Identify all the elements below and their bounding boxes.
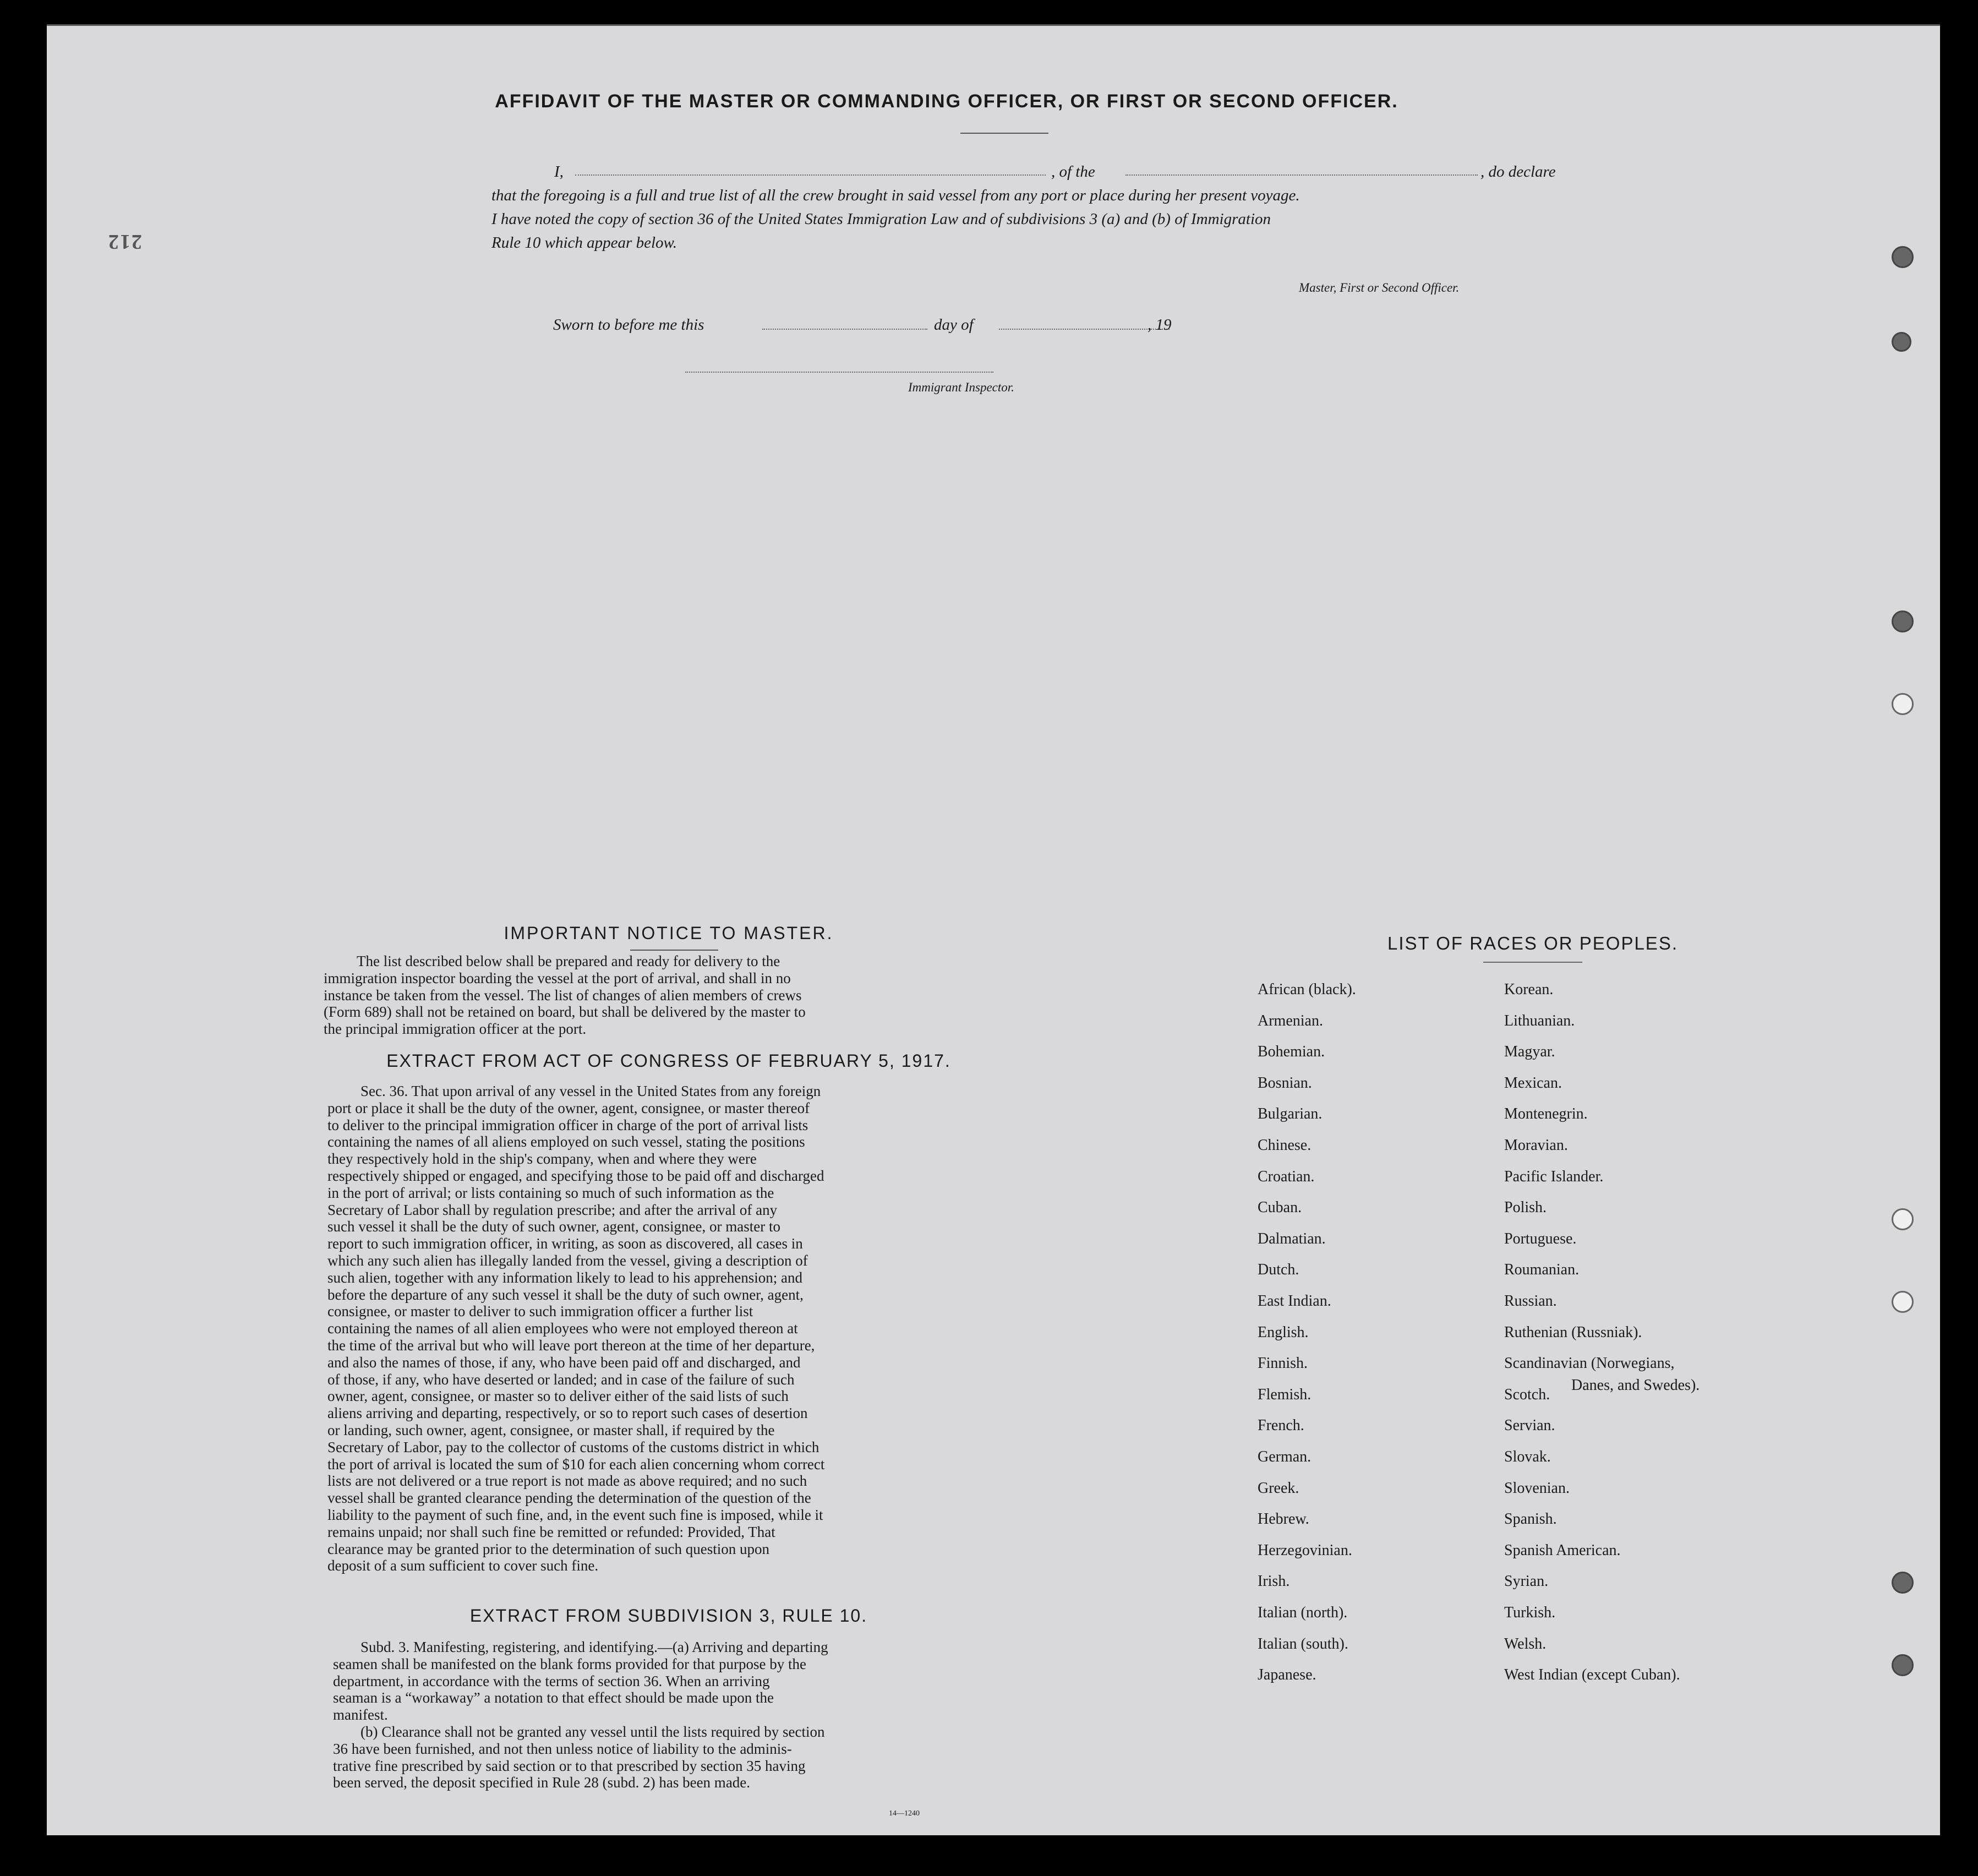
race-item: Armenian. [1258, 1012, 1323, 1029]
act-line: such vessel it shall be the duty of such owner, agent, consignee, or master to [327, 1218, 780, 1235]
punch-hole [1892, 246, 1914, 268]
affidavit-line-3: I have noted the copy of section 36 of the United States Immigration Law and of subdivisions 3 (a) and (b) of Immigration [491, 210, 1271, 228]
race-item: Montenegrin. [1504, 1105, 1588, 1123]
act-title: EXTRACT FROM ACT OF CONGRESS OF FEBRUARY 5, 1917. [386, 1051, 951, 1071]
race-item: Spanish. [1504, 1510, 1557, 1528]
rule-line: Subd. 3. Manifesting, registering, and identifying.—(a) Arriving and departing [360, 1639, 828, 1655]
punch-hole [1892, 1291, 1914, 1313]
race-item: Irish. [1258, 1573, 1290, 1590]
notice-line: The list described below shall be prepared and ready for delivery to the [357, 953, 780, 969]
rule-line: been served, the deposit specified in Rule 28 (subd. 2) has been made. [333, 1774, 751, 1791]
rule-line: trative fine prescribed by said section or to that prescribed by section 35 having [333, 1757, 806, 1774]
notice-body [324, 953, 1012, 1038]
act-line: Sec. 36. That upon arrival of any vessel in the United States from any foreign [360, 1083, 821, 1099]
signature-label: Master, First or Second Officer. [1299, 281, 1460, 295]
month-blank[interactable] [999, 329, 1170, 330]
rule-body [333, 1639, 1010, 1791]
sworn-text: Sworn to before me this [553, 316, 704, 334]
notice-line: the principal immigration officer at the port. [324, 1021, 587, 1038]
race-item: Finnish. [1258, 1355, 1308, 1372]
race-item: Chinese. [1258, 1137, 1312, 1154]
act-line: or landing, such owner, agent, consignee, or master shall, if required by the [327, 1421, 775, 1438]
race-item: Japanese. [1258, 1666, 1316, 1684]
race-item: Bosnian. [1258, 1074, 1312, 1092]
race-item: Roumanian. [1504, 1261, 1580, 1279]
race-item: Moravian. [1504, 1137, 1568, 1154]
title-rule [960, 133, 1048, 134]
act-line: aliens arriving and departing, respectively, or so to report such cases of desertion [327, 1405, 808, 1422]
race-item: Herzegovinian. [1258, 1541, 1352, 1559]
affidavit-i: I, [554, 163, 564, 181]
act-line: consignee, or master to deliver to such immigration officer a further list [327, 1303, 753, 1320]
inspector-label: Immigrant Inspector. [908, 380, 1014, 394]
act-line: lists are not delivered or a true report is not made as above required; and no such [327, 1473, 807, 1490]
act-line: containing the names of all alien employees who were not employed thereon at [327, 1320, 798, 1337]
margin-number: 212 [107, 230, 142, 253]
act-line: they respectively hold in the ship's company, when and where they were [327, 1150, 757, 1168]
punch-hole [1892, 1654, 1914, 1676]
race-item: Russian. [1504, 1293, 1557, 1310]
race-scandinavian-cont: Danes, and Swedes). [1571, 1377, 1700, 1394]
race-item: Dalmatian. [1258, 1230, 1326, 1247]
act-line: and also the names of those, if any, who have been paid off and discharged, and [327, 1354, 801, 1371]
affidavit-title: AFFIDAVIT OF THE MASTER OR COMMANDING OFFICER, OR FIRST OR SECOND OFFICER. [495, 91, 1398, 112]
rule-line: (b) Clearance shall not be granted any vessel until the lists required by section [360, 1723, 825, 1740]
act-line: Secretary of Labor shall by regulation prescribe; and after the arrival of any [327, 1201, 778, 1218]
day-blank[interactable] [762, 329, 927, 330]
race-item: Portuguese. [1504, 1230, 1577, 1247]
race-item: Turkish. [1504, 1604, 1556, 1621]
affidavit-do-declare: , do declare [1480, 163, 1556, 181]
race-item: Scotch. [1504, 1386, 1550, 1403]
year-text: , 19 [1148, 316, 1172, 334]
affidavit-of-the: , of the [1051, 163, 1095, 181]
act-line: vessel shall be granted clearance pending the determination of the question of the [327, 1490, 811, 1507]
act-line: containing the names of all aliens employed on such vessel, stating the positions [327, 1133, 805, 1150]
act-line: respectively shipped or engaged, and specifying those to be paid off and discharged [327, 1167, 824, 1184]
act-line: deposit of a sum sufficient to cover such fine. [327, 1557, 599, 1574]
race-item: English. [1258, 1323, 1309, 1341]
document-page [47, 24, 1940, 1835]
act-line: before the departure of any such vessel it shall be the duty of such owner, agent, [327, 1286, 804, 1303]
name-blank[interactable] [575, 174, 1046, 176]
rule-line: manifest. [333, 1706, 388, 1724]
day-of-text: day of [934, 316, 974, 334]
act-line: port or place it shall be the duty of the owner, agent, consignee, or master thereof [327, 1099, 810, 1116]
race-item: African (black). [1258, 981, 1356, 998]
race-item: Greek. [1258, 1479, 1299, 1497]
notice-title: IMPORTANT NOTICE TO MASTER. [504, 923, 834, 943]
rule-line: seamen shall be manifested on the blank forms provided for that purpose by the [333, 1655, 807, 1672]
races-rule [1483, 962, 1582, 963]
punch-hole [1892, 1572, 1914, 1594]
act-line: owner, agent, consignee, or master so to deliver either of the said lists of such [327, 1388, 789, 1405]
race-item: Bulgarian. [1258, 1105, 1323, 1123]
act-line: of those, if any, who have deserted or landed; and in case of the failure of such [327, 1371, 795, 1388]
race-item: Spanish American. [1504, 1541, 1621, 1559]
race-item: Croatian. [1258, 1168, 1315, 1185]
race-item: Dutch. [1258, 1261, 1299, 1279]
act-line: liability to the payment of such fine, and, in the event such fine is imposed, while it [327, 1506, 823, 1523]
race-item: Welsh. [1504, 1635, 1547, 1653]
affidavit-line-2: that the foregoing is a full and true list of all the crew brought in said vessel from any port or place during her present voyage. [491, 187, 1300, 204]
race-item: Scandinavian (Norwegians, [1504, 1355, 1675, 1372]
act-line: to deliver to the principal immigration officer in charge of the port of arrival lists [327, 1116, 808, 1133]
affidavit-line-4: Rule 10 which appear below. [491, 234, 677, 252]
act-line: such alien, together with any information likely to lead to his apprehension; and [327, 1269, 803, 1286]
race-item: Mexican. [1504, 1074, 1562, 1092]
act-line: remains unpaid; nor shall such fine be remitted or refunded: Provided, That [327, 1523, 775, 1540]
form-number: 14—1240 [889, 1809, 920, 1818]
vessel-blank[interactable] [1125, 174, 1478, 176]
race-item: Hebrew. [1258, 1510, 1309, 1528]
race-item: Cuban. [1258, 1199, 1302, 1217]
race-item: Italian (south). [1258, 1635, 1348, 1653]
race-item: Slovak. [1504, 1448, 1551, 1465]
race-item: Italian (north). [1258, 1604, 1348, 1621]
rule-line: department, in accordance with the terms of section 36. When an arriving [333, 1672, 770, 1689]
races-title: LIST OF RACES OR PEOPLES. [1387, 933, 1679, 953]
inspector-blank[interactable] [685, 372, 993, 373]
act-line: clearance may be granted prior to the determination of such question upon [327, 1540, 769, 1557]
race-item: German. [1258, 1448, 1312, 1465]
act-line: in the port of arrival; or lists containing so much of such information as the [327, 1184, 774, 1201]
rule-title: EXTRACT FROM SUBDIVISION 3, RULE 10. [469, 1606, 868, 1626]
race-item: Servian. [1504, 1417, 1555, 1435]
notice-line: (Form 689) shall not be retained on board, but shall be delivered by the master to [324, 1004, 806, 1021]
race-item: Slovenian. [1504, 1479, 1570, 1497]
act-line: Secretary of Labor, pay to the collector of customs of the customs district in which [327, 1438, 819, 1455]
punch-hole [1892, 610, 1914, 632]
race-item: Korean. [1504, 981, 1554, 998]
act-line: the time of the arrival but who will leave port thereon at the time of her departure, [327, 1337, 815, 1354]
race-item: Bohemian. [1258, 1043, 1325, 1061]
punch-hole [1892, 332, 1911, 352]
act-line: report to such immigration officer, in writing, as soon as discovered, all cases in [327, 1235, 803, 1252]
rule-line: seaman is a “workaway” a notation to that effect should be made upon the [333, 1689, 774, 1706]
race-item: Polish. [1504, 1199, 1547, 1217]
race-item: East Indian. [1258, 1293, 1331, 1310]
race-item: West Indian (except Cuban). [1504, 1666, 1680, 1684]
notice-line: immigration inspector boarding the vessel at the port of arrival, and shall in no [324, 969, 791, 986]
punch-hole [1892, 1208, 1914, 1230]
act-line: the port of arrival is located the sum of $10 for each alien concerning whom correct [327, 1455, 825, 1473]
notice-rule [630, 950, 718, 951]
race-item: Lithuanian. [1504, 1012, 1575, 1029]
race-item: Flemish. [1258, 1386, 1312, 1403]
punch-hole [1892, 693, 1914, 715]
race-item: Syrian. [1504, 1573, 1549, 1590]
race-item: Magyar. [1504, 1043, 1555, 1061]
race-item: French. [1258, 1417, 1304, 1435]
act-line: which any such alien has illegally landed from the vessel, giving a description of [327, 1252, 808, 1269]
rule-line: 36 have been furnished, and not then unless notice of liability to the adminis- [333, 1740, 792, 1757]
race-item: Ruthenian (Russniak). [1504, 1323, 1642, 1341]
act-body [327, 1083, 1010, 1574]
race-item: Pacific Islander. [1504, 1168, 1604, 1185]
notice-line: instance be taken from the vessel. The list of changes of alien members of crews [324, 986, 802, 1004]
